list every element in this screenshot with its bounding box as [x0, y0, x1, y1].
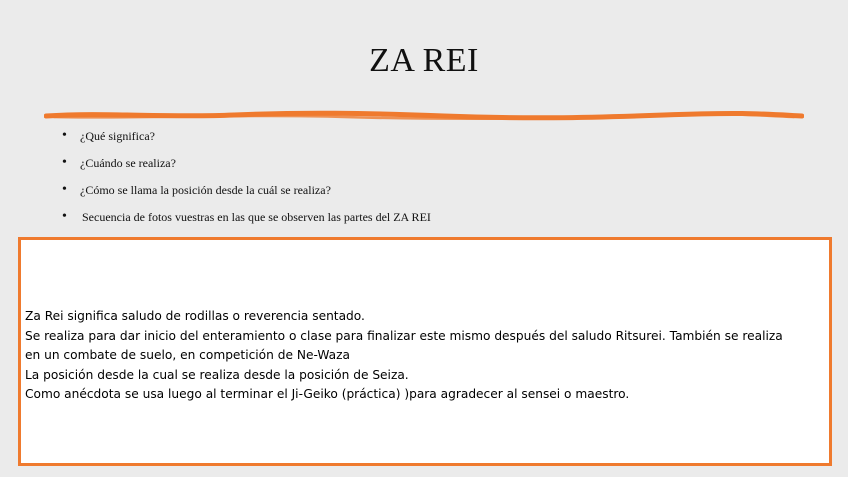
slide-title: ZA REI	[369, 42, 479, 79]
question-list	[62, 126, 802, 234]
list-item: • ¿Cómo se llama la posición desde la cuál se realiza?	[62, 180, 802, 207]
bullet-icon: •	[62, 209, 67, 224]
bullet-icon: •	[62, 182, 67, 197]
answer-line: La posición desde la cual se realiza desde la posición de Seiza.	[25, 367, 409, 382]
bullet-icon: •	[62, 155, 67, 170]
list-item: • ¿Cuándo se realiza?	[62, 153, 802, 180]
answer-line: en un combate de suelo, en competición de Ne-Waza	[25, 348, 350, 362]
answer-text	[25, 307, 825, 405]
title-underline-brush-stroke	[44, 109, 804, 123]
answer-line: Se realiza para dar inicio del enteramiento o clase para finalizar este mismo después del saludo Ritsurei. También se realiza	[25, 328, 783, 343]
list-item: • ¿Qué significa?	[62, 126, 802, 153]
list-item: • Secuencia de fotos vuestras en las que se observen las partes del ZA REI	[62, 207, 802, 234]
answer-line: Za Rei significa saludo de rodillas o reverencia sentado.	[25, 309, 365, 323]
answer-text-box[interactable]	[18, 237, 832, 466]
answer-line: Como anécdota se usa luego al terminar el Ji-Geiko (práctica) )para agradecer al sensei o maestro.	[25, 387, 630, 401]
bullet-icon: •	[62, 128, 67, 143]
